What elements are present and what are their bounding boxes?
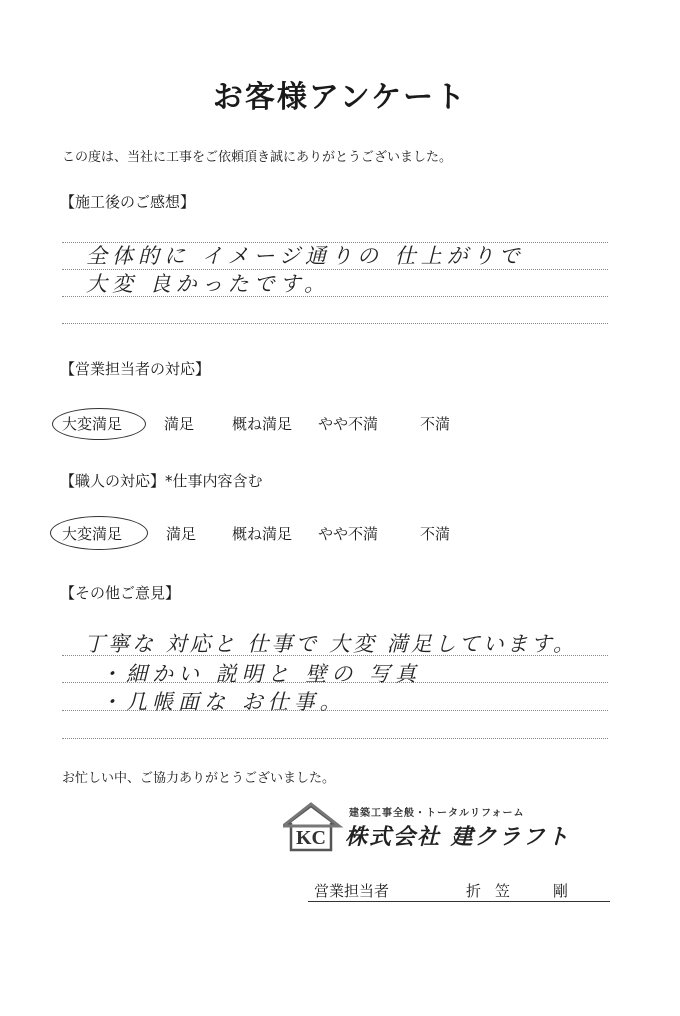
handwritten-line: 全体的に イメージ通りの 仕上がりで [86,244,525,268]
option-very-satisfied[interactable]: 大変満足 [62,415,123,433]
option-satisfied[interactable]: 満足 [166,525,197,543]
handwritten-line: ・几帳面な お仕事。 [100,690,346,714]
other-heading: 【その他ご意見】 [60,584,181,602]
impression-heading: 【施工後のご感想】 [60,193,196,211]
option-very-satisfied[interactable]: 大変満足 [62,525,123,543]
closing-text: お忙しい中、ご協力ありがとうございました。 [62,771,336,786]
company-tagline: 建築工事全般・トータルリフォーム [349,808,525,819]
dotted-line [62,738,608,739]
handwritten-line: 大変 良かったです。 [86,272,330,296]
handwritten-line: 丁寧な 対応と 仕事で 大変 満足しています。 [84,632,578,656]
option-dissatisfied[interactable]: 不満 [420,525,451,543]
option-somewhat-dissatisfied[interactable]: やや不満 [318,415,379,433]
page-title: お客様アンケート [212,80,468,115]
option-satisfied[interactable]: 満足 [164,415,195,433]
logo-letters: KC [296,827,326,849]
handwritten-line: ・細かい 説明と 壁の 写真 [100,662,422,686]
company-logo [283,802,601,854]
sales-heading: 【営業担当者の対応】 [60,360,211,378]
option-mostly-satisfied[interactable]: 概ね満足 [232,525,293,543]
craftsman-heading: 【職人の対応】*仕事内容含む [60,472,263,490]
dotted-line [62,323,608,324]
option-dissatisfied[interactable]: 不満 [420,415,451,433]
signature-line [308,901,610,902]
option-mostly-satisfied[interactable]: 概ね満足 [232,415,293,433]
sales-rep-label: 営業担当者 [314,882,390,900]
option-somewhat-dissatisfied[interactable]: やや不満 [318,525,379,543]
sales-rep-name: 折笠 剛 [466,882,583,900]
company-name: 株式会社 建クラフト [345,825,571,850]
intro-text: この度は、当社に工事をご依頼頂き誠にありがとうございました。 [62,150,453,165]
